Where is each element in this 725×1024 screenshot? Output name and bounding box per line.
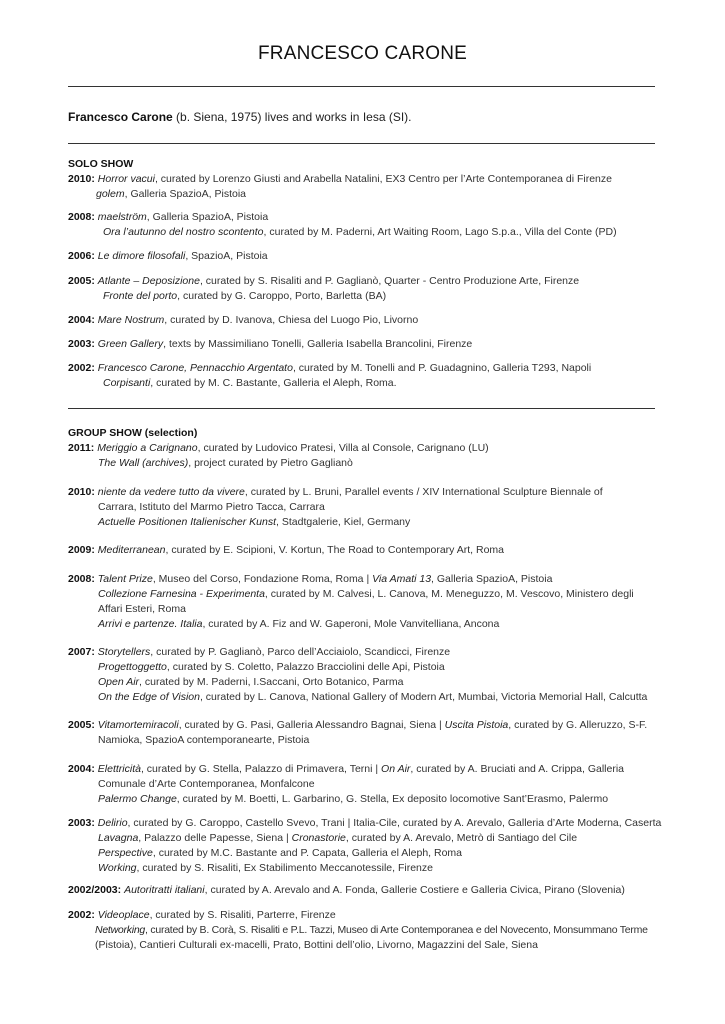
- entry-details: , curated by G. Caroppo, Castello Svevo, Trani | Italia-Cile, curated by A. Arevalo, Galleria d’Arte Moderna, Caserta: [127, 817, 662, 829]
- entry-details: , Stadtgalerie, Kiel, Germany: [276, 516, 411, 528]
- entry-details: , curated by A. Arevalo and A. Fonda, Gallerie Costiere e Galleria Civica, Pirano (Slovenia): [204, 884, 625, 896]
- work-title: Open Air: [98, 676, 140, 688]
- entry-details: , Galleria SpazioA, Pistoia: [124, 188, 247, 200]
- entry-year: 2005:: [68, 719, 95, 731]
- entry-details: , curated by G. Pasi, Galleria Alessandro Bagnai, Siena |: [178, 719, 445, 731]
- work-title: Uscita Pistoia: [444, 719, 509, 731]
- entry-details: , curated by M. Tonelli and P. Guadagnino, Galleria T293, Napoli: [292, 362, 592, 374]
- work-title: Autoritratti italiani: [124, 884, 205, 896]
- solo-entry-2006: [68, 249, 668, 264]
- solo-show-heading: SOLO SHOW: [68, 158, 134, 170]
- work-title: Fronte del porto: [103, 290, 178, 302]
- entry-year: 2008:: [68, 573, 95, 585]
- work-title: niente da vedere tutto da vivere: [97, 486, 245, 498]
- group-entry-2007: [68, 645, 668, 705]
- entry-year: 2009:: [68, 544, 95, 556]
- work-title: Actuelle Positionen Italienischer Kunst: [98, 516, 277, 528]
- work-title: Atlante – Deposizione: [97, 275, 200, 287]
- solo-entry-2005: [68, 274, 668, 304]
- work-title: Green Gallery: [97, 338, 164, 350]
- work-title: Le dimore filosofali: [97, 250, 186, 262]
- entry-details: , curated by B. Corà, S. Risaliti e P.L. Tazzi, Museo di Arte Contemporanea e del Novecento, Monsummano Terme: [145, 924, 648, 936]
- work-title: Talent Prize: [97, 573, 153, 585]
- entry-year: 2010:: [68, 173, 95, 185]
- work-title: Collezione Farnesina - Experimenta: [98, 588, 265, 600]
- divider: [68, 143, 655, 144]
- artist-name: Francesco Carone: [68, 110, 173, 124]
- work-title: golem: [96, 188, 125, 200]
- work-title: Francesco Carone, Pennacchio Argentato: [97, 362, 293, 374]
- entry-year: 2008:: [68, 211, 95, 223]
- work-title: Meriggio a Carignano: [97, 442, 198, 454]
- work-title: Elettricità: [97, 763, 141, 775]
- work-title: Palermo Change: [98, 793, 177, 805]
- entry-details: Namioka, SpazioA contemporanearte, Pistoia: [98, 734, 310, 746]
- group-entry-2011: [68, 441, 668, 471]
- divider: [68, 86, 655, 87]
- entry-year: 2003:: [68, 817, 95, 829]
- entry-details: , curated by Ludovico Pratesi, Villa al Console, Carignano (LU): [197, 442, 489, 454]
- entry-details: , curated by M. Paderni, I.Saccani, Orto Botanico, Parma: [139, 676, 404, 688]
- work-title: Corpisanti: [103, 377, 151, 389]
- work-title: Vitamortemiracoli: [97, 719, 179, 731]
- solo-entry-2004: [68, 313, 668, 328]
- entry-details: , curated by A. Fiz and W. Gaperoni, Mole Vanvitelliana, Ancona: [202, 618, 500, 630]
- group-entry-2003: [68, 816, 668, 876]
- entry-details: , curated by A. Bruciati and A. Crippa, Galleria: [410, 763, 625, 775]
- group-entry-2002-2003: [68, 883, 668, 898]
- entry-year: 2003:: [68, 338, 95, 350]
- entry-details: , curated by S. Coletto, Palazzo Bracciolini delle Api, Pistoia: [166, 661, 445, 673]
- entry-year: 2002:: [68, 362, 95, 374]
- work-title: Mare Nostrum: [97, 314, 165, 326]
- entry-details: Carrara, Istituto del Marmo Pietro Tacca, Carrara: [98, 501, 325, 513]
- entry-details: , curated by S. Risaliti, Parterre, Firenze: [149, 909, 336, 921]
- entry-details: , curated by M. Boetti, L. Garbarino, G. Stella, Ex deposito locomotive Sant’Erasmo, Palermo: [176, 793, 609, 805]
- entry-details: , texts by Massimiliano Tonelli, Galleria Isabella Brancolini, Firenze: [163, 338, 473, 350]
- group-entry-2005: [68, 718, 668, 748]
- solo-entry-2010: [68, 172, 668, 202]
- entry-details: , Galleria SpazioA, Pistoia: [146, 211, 269, 223]
- work-title: On Air: [381, 763, 411, 775]
- entry-details: , SpazioA, Pistoia: [185, 250, 268, 262]
- entry-details: , curated by Lorenzo Giusti and Arabella Natalini, EX3 Centro per l’Arte Contemporanea di Firenze: [154, 173, 612, 185]
- entry-details: , project curated by Pietro Gaglianò: [188, 457, 353, 469]
- entry-details: , curated by G. Caroppo, Porto, Barletta (BA): [177, 290, 387, 302]
- work-title: Arrivi e partenze. Italia: [98, 618, 203, 630]
- work-title: Storytellers: [97, 646, 151, 658]
- entry-year: 2002/2003:: [68, 884, 122, 896]
- entry-details: , curated by D. Ivanova, Chiesa del Luogo Pio, Livorno: [164, 314, 419, 326]
- entry-year: 2004:: [68, 763, 95, 775]
- work-title: Via Amati 13: [372, 573, 432, 585]
- work-title: Cronastorie: [291, 832, 346, 844]
- entry-details: , curated by L. Bruni, Parallel events / XIV International Sculpture Biennale of: [244, 486, 603, 498]
- group-entry-2002: [68, 908, 668, 953]
- entry-details: , Museo del Corso, Fondazione Roma, Roma |: [152, 573, 373, 585]
- entry-details: Affari Esteri, Roma: [98, 603, 186, 615]
- work-title: Working: [98, 862, 137, 874]
- entry-details: , curated by M.C. Bastante and P. Capata, Galleria el Aleph, Roma: [152, 847, 463, 859]
- entry-details: , Galleria SpazioA, Pistoia: [431, 573, 553, 585]
- work-title: Ora l’autunno del nostro scontento: [103, 226, 264, 238]
- entry-details: Comunale d’Arte Contemporanea, Monfalcone: [98, 778, 315, 790]
- group-entry-2009: [68, 543, 668, 558]
- work-title: Videoplace: [97, 909, 150, 921]
- work-title: Lavagna: [98, 832, 139, 844]
- divider: [68, 408, 655, 409]
- solo-entry-2003: [68, 337, 668, 352]
- entry-details: , curated by S. Risaliti, Ex Stabilimento Meccanotessile, Firenze: [136, 862, 433, 874]
- work-title: Delirio: [97, 817, 128, 829]
- entry-year: 2005:: [68, 275, 95, 287]
- entry-year: 2007:: [68, 646, 95, 658]
- entry-year: 2010:: [68, 486, 95, 498]
- entry-year: 2011:: [68, 442, 95, 454]
- group-entry-2004: [68, 762, 668, 807]
- entry-details: , curated by A. Arevalo, Metrò di Santiago del Cile: [345, 832, 578, 844]
- entry-details: , curated by M. C. Bastante, Galleria el Aleph, Roma.: [150, 377, 397, 389]
- entry-details: , curated by M. Calvesi, L. Canova, M. Meneguzzo, M. Vescovo, Ministero degli: [264, 588, 634, 600]
- entry-details: , Palazzo delle Papesse, Siena |: [138, 832, 292, 844]
- entry-year: 2004:: [68, 314, 95, 326]
- group-entry-2008: [68, 572, 668, 632]
- work-title: Networking: [95, 924, 146, 936]
- work-title: Mediterranean: [97, 544, 166, 556]
- entry-details: , curated by E. Scipioni, V. Kortun, The Road to Contemporary Art, Roma: [165, 544, 505, 556]
- entry-details: (Pistoia), Cantieri Culturali ex-macelli, Prato, Bottini dell’olio, Livorno, Magazzini del Sale, Siena: [95, 939, 538, 951]
- entry-details: , curated by G. Alleruzzo, S-F.: [508, 719, 648, 731]
- entry-details: , curated by G. Stella, Palazzo di Primavera, Terni |: [140, 763, 382, 775]
- work-title: Perspective: [98, 847, 153, 859]
- work-title: On the Edge of Vision: [98, 691, 200, 703]
- solo-entry-2008: [68, 210, 668, 240]
- artist-intro: [68, 110, 412, 124]
- page-title: FRANCESCO CARONE: [257, 43, 468, 64]
- work-title: Horror vacui: [97, 173, 155, 185]
- entry-details: , curated by L. Canova, National Gallery of Modern Art, Mumbai, Victoria Memorial Hall, Calcutta: [199, 691, 648, 703]
- entry-details: , curated by S. Risaliti and P. Gaglianò, Quarter - Centro Produzione Arte, Firenze: [199, 275, 580, 287]
- group-show-heading: GROUP SHOW (selection): [68, 427, 198, 439]
- entry-details: , curated by P. Gaglianò, Parco dell’Acciaiolo, Scandicci, Firenze: [150, 646, 451, 658]
- work-title: Progettoggetto: [98, 661, 167, 673]
- work-title: The Wall (archives): [98, 457, 189, 469]
- work-title: maelström: [97, 211, 147, 223]
- artist-bio: (b. Siena, 1975) lives and works in Iesa (SI).: [172, 110, 412, 124]
- group-entry-2010: [68, 485, 668, 530]
- entry-year: 2002:: [68, 909, 95, 921]
- entry-year: 2006:: [68, 250, 95, 262]
- solo-entry-2002: [68, 361, 668, 391]
- entry-details: , curated by M. Paderni, Art Waiting Room, Lago S.p.a., Villa del Conte (PD): [263, 226, 617, 238]
